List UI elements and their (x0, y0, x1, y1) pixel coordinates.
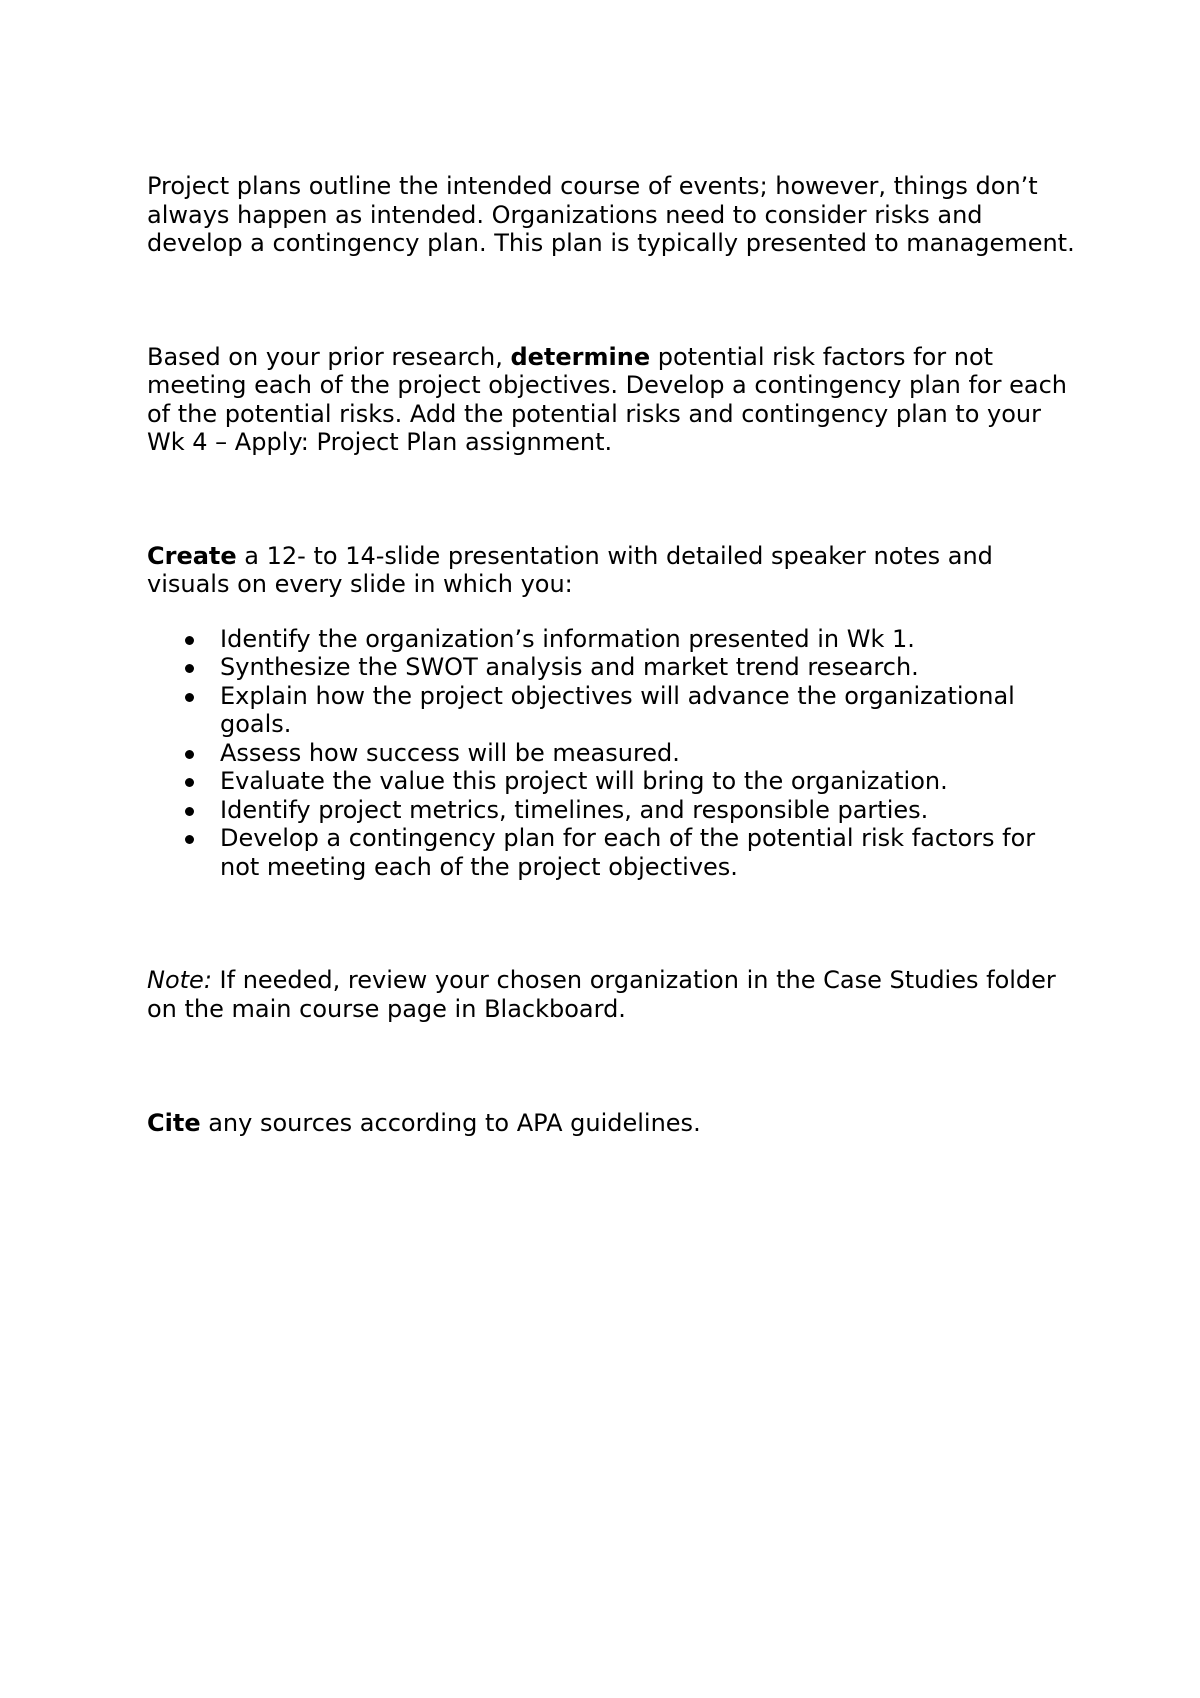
document-body (147, 172, 1077, 1138)
list-item (147, 739, 1077, 768)
note-label: Note: (147, 966, 212, 994)
bullet-icon (185, 778, 194, 787)
list-item (147, 796, 1077, 825)
list-item (147, 682, 1077, 739)
cite-rest-text: any sources according to APA guidelines. (200, 1109, 701, 1137)
list-item-text: Assess how success will be measured. (220, 738, 680, 767)
note-paragraph (147, 966, 1077, 1023)
bullet-icon (185, 664, 194, 673)
cite-keyword: Cite (147, 1109, 201, 1137)
bullet-icon (185, 750, 194, 759)
create-rest-text: a 12- to 14-slide presentation with detailed speaker notes and visuals on every slide in which you: (147, 541, 993, 598)
research-lead-text: Based on your prior research, (147, 342, 511, 371)
bullet-icon (185, 807, 194, 816)
intro-paragraph: Project plans outline the intended course of events; however, things don’t always happen as intended. Organizations need to consider risks and develop a contingency plan. This plan is typically presented to management. (147, 172, 1075, 257)
note-rest-text: If needed, review your chosen organization in the Case Studies folder on the main course page in Blackboard. (147, 966, 1056, 1023)
create-paragraph (147, 542, 1077, 599)
list-item-text: Develop a contingency plan for each of the potential risk factors for not meeting each of the project objectives. (220, 824, 1036, 881)
list-item-text: Synthesize the SWOT analysis and market trend research. (220, 653, 919, 681)
cite-paragraph (147, 1109, 1077, 1138)
research-rest-text: potential risk factors for not meeting each of the project objectives. Develop a contingency plan for each of the potential risks. Add the potential risks and contingency plan to your Wk 4 – Apply: Project Plan assignment. (147, 342, 1067, 456)
list-item (147, 824, 1077, 881)
bullet-icon (185, 835, 194, 844)
list-item-text: Explain how the project objectives will advance the organizational goals. (220, 681, 1015, 738)
research-paragraph (147, 343, 1077, 457)
list-item (147, 625, 1077, 654)
bullet-icon (185, 636, 194, 645)
list-item-text: Evaluate the value this project will bring to the organization. (220, 767, 948, 795)
list-item-text: Identify project metrics, timelines, and responsible parties. (220, 795, 929, 824)
determine-keyword: determine (510, 342, 651, 371)
requirements-list (147, 625, 1077, 882)
create-keyword: Create (147, 541, 237, 570)
list-item (147, 767, 1077, 796)
bullet-icon (185, 693, 194, 702)
list-item (147, 653, 1077, 682)
list-item-text: Identify the organization’s information presented in Wk 1. (220, 624, 915, 653)
